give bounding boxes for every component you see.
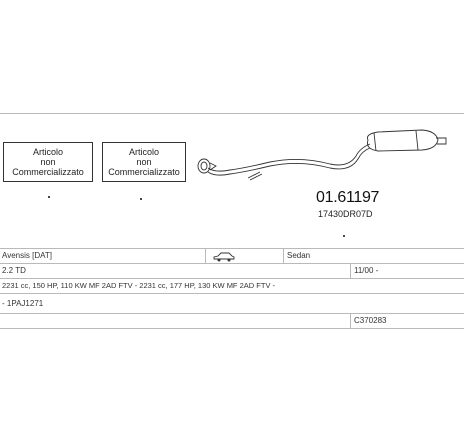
table-col-divider-4 [350,313,351,328]
car-icon [212,252,236,262]
box-1-line-3: Commercializzato [12,167,84,177]
catalog-code: C370283 [354,316,387,325]
table-line-2 [0,263,464,264]
oem-reference: 17430DR07D [318,209,373,219]
part-number: 01.61197 [316,189,380,206]
reference-line: - 1PAJ1271 [2,299,44,308]
box-1-line-2: non [40,157,56,167]
box-2-line-3: Commercializzato [108,167,180,177]
table-col-divider-3 [350,263,351,278]
table-line-4 [0,293,464,294]
table-line-5 [0,313,464,314]
box-2-line-1: Articolo [128,147,159,157]
date-range: 11/00 - [354,266,379,275]
not-commercialized-box-1 [3,142,93,182]
engine: 2.2 TD [2,266,26,275]
table-line-1 [0,248,464,249]
engine-spec: 2231 cc, 150 HP, 110 KW MF 2AD FTV - 2231 cc, 177 HP, 130 KW MF 2AD FTV - [2,281,276,290]
not-commercialized-box-2 [102,142,186,182]
top-divider [0,113,464,114]
marker-dot-1 [48,196,50,198]
marker-dot-3 [343,235,345,237]
box-2-line-2: non [136,157,152,167]
table-col-divider-1 [205,248,206,263]
exhaust-silencer-icon [190,118,464,193]
body-type: Sedan [287,251,311,260]
table-line-3 [0,278,464,279]
vehicle-model: Avensis [DAT] [2,251,52,260]
marker-dot-2 [140,198,142,200]
box-1-line-1: Articolo [32,147,63,157]
table-line-6 [0,328,464,329]
table-col-divider-2 [283,248,284,263]
